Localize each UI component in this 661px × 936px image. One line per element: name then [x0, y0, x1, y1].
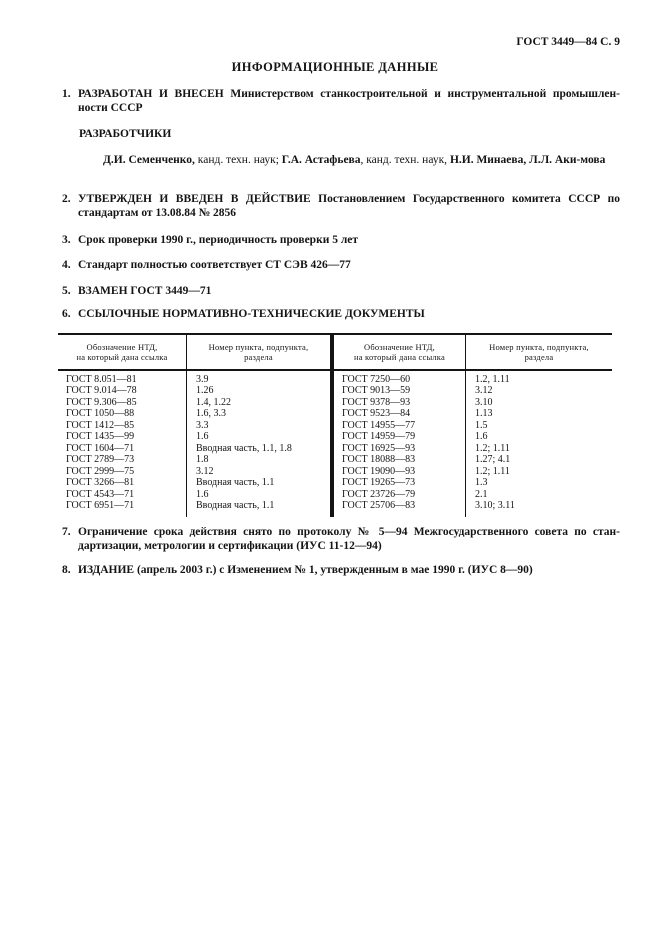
- developer-name: Н.И. Минаева, Л.Л. Аки-мова: [449, 154, 606, 166]
- list-item-6: [62, 308, 620, 322]
- table-cell: ГОСТ 2999—75: [66, 465, 135, 477]
- item-text: ИЗДАНИЕ (апрель 2003 г.) с Изменением № 1, утвержденным в мае 1990 г. (ИУС 8—90): [78, 564, 533, 576]
- table-cell: ГОСТ 14955—77: [342, 419, 416, 431]
- table-column-clause: [466, 371, 612, 517]
- table-cell: ГОСТ 1435—99: [66, 431, 135, 443]
- column-header-line: Обозначение НТД,: [363, 341, 435, 352]
- column-header-line: раздела: [524, 352, 554, 362]
- column-header-ntd: [334, 335, 466, 369]
- table-cell: ГОСТ 8.051—81: [66, 374, 137, 385]
- list-item-4: [62, 259, 620, 273]
- item-number: 4.: [62, 259, 71, 271]
- table-column-ntd: [58, 371, 187, 517]
- column-header-line: на который дана ссылка: [76, 352, 168, 362]
- item-number: 5.: [62, 285, 71, 297]
- table-cell: 1.26: [196, 385, 214, 397]
- table-cell: ГОСТ 14959—79: [342, 431, 416, 443]
- list-item-5: [62, 285, 620, 299]
- table-cell: 1.2; 1.11: [475, 465, 510, 477]
- table-cell: 1.6: [196, 431, 209, 443]
- table-cell: ГОСТ 23726—79: [342, 488, 416, 500]
- item-text: Срок проверки 1990 г., периодичность проверки 5 лет: [78, 234, 359, 246]
- column-header-line: Номер пункта, подпункта,: [208, 341, 309, 352]
- table-cell: ГОСТ 7250—60: [342, 374, 411, 385]
- references-table-left-half: [58, 335, 330, 517]
- table-cell: Вводная часть, 1.1: [196, 477, 275, 489]
- table-cell: ГОСТ 19265—73: [342, 477, 416, 489]
- table-cell: ГОСТ 16925—93: [342, 442, 416, 454]
- table-column-ntd: [334, 371, 466, 517]
- table-cell: 1.6: [475, 431, 488, 443]
- table-cell: ГОСТ 1412—85: [66, 419, 135, 431]
- column-header-clause: [466, 335, 612, 369]
- column-header-line: Номер пункта, подпункта,: [489, 341, 589, 352]
- list-item-3: [62, 234, 620, 248]
- item-text: ССЫЛОЧНЫЕ НОРМАТИВНО-ТЕХНИЧЕСКИЕ ДОКУМЕНТЫ: [78, 308, 425, 320]
- column-header-ntd: [58, 335, 187, 369]
- table-cell: 1.8: [196, 454, 209, 466]
- table-cell: ГОСТ 18088—83: [342, 454, 416, 466]
- developers-subheading: РАЗРАБОТЧИКИ: [79, 128, 172, 140]
- column-header-line: Обозначение НТД,: [86, 341, 158, 352]
- item-number: 6.: [62, 308, 71, 320]
- item-text: ВЗАМЕН ГОСТ 3449—71: [78, 285, 212, 297]
- item-number: 3.: [62, 234, 71, 246]
- table-column-clause: [187, 371, 330, 517]
- table-cell: ГОСТ 9523—84: [342, 408, 411, 420]
- developers-paragraph: [92, 154, 620, 168]
- table-cell: 1.27; 4.1: [475, 454, 511, 466]
- document-reference: ГОСТ 3449—84 С. 9: [516, 36, 620, 48]
- table-cell: ГОСТ 9013—59: [342, 385, 411, 397]
- table-cell: Вводная часть, 1.1: [196, 499, 275, 511]
- table-cell: 1.3: [475, 477, 488, 489]
- table-header-row: [334, 335, 612, 371]
- item-number: 2.: [62, 193, 71, 205]
- table-cell: 1.6, 3.3: [196, 408, 226, 420]
- table-cell: ГОСТ 9.306—85: [66, 396, 137, 408]
- column-header-clause: [187, 335, 330, 369]
- item-text: Стандарт полностью соответствует СТ СЭВ 426—77: [78, 259, 351, 271]
- list-item-2: [62, 193, 620, 220]
- table-cell: 3.9: [196, 374, 209, 385]
- item-text: УТВЕРЖДЕН И ВВЕДЕН В ДЕЙСТВИЕ Постановлением Государственного комитета СССР по стандартам от 13.08.84 № 2856: [78, 193, 620, 219]
- table-header-row: [58, 335, 330, 371]
- table-cell: ГОСТ 2789—73: [66, 454, 135, 466]
- references-table-right-half: [330, 335, 612, 517]
- table-cell: 3.10; 3.11: [475, 499, 515, 511]
- table-cell: ГОСТ 9378—93: [342, 396, 411, 408]
- developer-degree: , канд. техн. наук,: [360, 154, 450, 166]
- list-item-8: [62, 564, 620, 578]
- references-table: [58, 333, 612, 517]
- table-cell: 1.2; 1.11: [475, 442, 510, 454]
- page-title: ИНФОРМАЦИОННЫЕ ДАННЫЕ: [231, 60, 439, 74]
- table-cell: ГОСТ 19090—93: [342, 465, 416, 477]
- table-cell: 1.6: [196, 488, 209, 500]
- table-cell: 2.1: [475, 488, 488, 500]
- table-cell: 3.12: [196, 465, 214, 477]
- item-number: 1.: [62, 88, 71, 100]
- table-cell: 3.3: [196, 419, 209, 431]
- table-cell: ГОСТ 9.014—78: [66, 385, 137, 397]
- table-cell: ГОСТ 6951—71: [66, 499, 135, 511]
- table-body: [58, 371, 330, 517]
- table-cell: 3.10: [475, 396, 493, 408]
- item-number: 8.: [62, 564, 71, 576]
- column-header-line: раздела: [244, 352, 273, 362]
- developer-name: Д.И. Семенченко,: [103, 154, 195, 166]
- item-text: Ограничение срока действия снято по протоколу № 5—94 Межгосударственного совета по стан-дартизации, метрологии и сертификации (ИУС 11-12—94): [78, 526, 620, 552]
- item-text: РАЗРАБОТАН И ВНЕСЕН Министерством станкостроительной и инструментальной промышлен-ности СССР: [78, 88, 620, 114]
- table-cell: 1.2, 1.11: [475, 374, 510, 385]
- table-cell: ГОСТ 1050—88: [66, 408, 135, 420]
- list-item-1: [62, 88, 620, 115]
- table-cell: ГОСТ 3266—81: [66, 477, 135, 489]
- table-cell: 1.5: [475, 419, 488, 431]
- table-cell: ГОСТ 25706—83: [342, 499, 416, 511]
- developer-name: Г.А. Астафьева: [281, 154, 361, 166]
- table-cell: 1.4, 1.22: [196, 396, 231, 408]
- table-body: [334, 371, 612, 517]
- column-header-line: на который дана ссылка: [354, 352, 445, 362]
- item-number: 7.: [62, 526, 71, 538]
- table-cell: ГОСТ 1604—71: [66, 442, 135, 454]
- table-cell: ГОСТ 4543—71: [66, 488, 135, 500]
- list-item-7: [62, 526, 620, 553]
- table-cell: 1.13: [475, 408, 493, 420]
- developer-degree: канд. техн. наук;: [194, 154, 282, 166]
- table-cell: 3.12: [475, 385, 493, 397]
- table-cell: Вводная часть, 1.1, 1.8: [196, 442, 292, 454]
